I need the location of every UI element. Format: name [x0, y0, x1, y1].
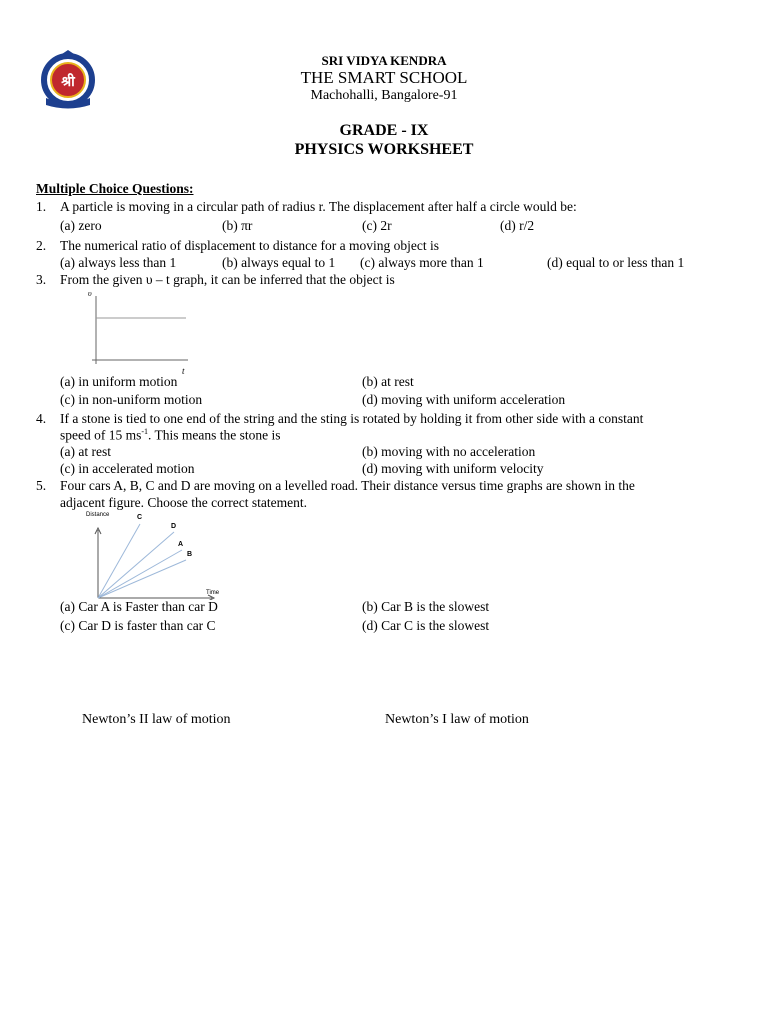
line-label-b: B	[187, 551, 193, 558]
section-title: Multiple Choice Questions:	[36, 181, 194, 196]
option: (a) zero	[60, 218, 102, 233]
option: (a) in uniform motion	[60, 374, 178, 389]
footer-left-text: Newton’s II law of motion	[82, 712, 231, 727]
graph-y-label: Distance	[86, 512, 110, 518]
graph-x-label: t	[182, 366, 185, 376]
question-text: A particle is moving in a circular path of radius r. The displacement after half a circle would be:	[60, 199, 577, 214]
option: (c) in accelerated motion	[60, 461, 195, 476]
distance-time-graph	[82, 508, 222, 600]
option: (d) r/2	[500, 218, 535, 233]
option: (b) always equal to 1	[222, 255, 336, 270]
question-number: 1.	[36, 199, 47, 214]
svg-text:श्री: श्री	[61, 74, 75, 90]
footer-right-text: Newton’s I law of motion	[385, 712, 529, 727]
option: (d) moving with uniform velocity	[362, 461, 544, 476]
option: (b) moving with no acceleration	[362, 444, 536, 459]
option: (c) 2r	[362, 218, 392, 233]
option: (d) equal to or less than 1	[547, 255, 685, 270]
line-label-d: D	[171, 523, 177, 530]
option: (b) πr	[222, 218, 253, 233]
option: (b) at rest	[362, 374, 414, 389]
line-label-a: A	[178, 541, 184, 548]
option: (d) Car C is the slowest	[362, 618, 490, 633]
question-text: If a stone is tied to one end of the string and the sting is rotated by holding it from other side with a constant	[60, 411, 644, 426]
question-number: 3.	[36, 272, 47, 287]
org-name: SRI VIDYA KENDRA	[321, 53, 447, 68]
option: (d) moving with uniform acceleration	[362, 392, 566, 407]
grade-heading: GRADE - IX	[339, 122, 429, 139]
option: (c) always more than 1	[360, 255, 484, 270]
velocity-time-graph	[82, 288, 194, 376]
option: (c) Car D is faster than car C	[60, 618, 216, 633]
graph-y-label: υ	[88, 289, 92, 298]
option: (a) at rest	[60, 444, 111, 459]
option: (a) always less than 1	[60, 255, 177, 270]
question-number: 4.	[36, 411, 47, 426]
question-text: From the given υ – t graph, it can be inferred that the object is	[60, 272, 395, 287]
question-text-continued: speed of 15 $ms^{-1}$. This means the stone is	[60, 427, 281, 443]
worksheet-title: PHYSICS WORKSHEET	[294, 141, 474, 158]
school-name: THE SMART SCHOOL	[300, 68, 468, 87]
question-text: Four cars A, B, C and D are moving on a levelled road. Their distance versus time graphs are shown in the	[60, 478, 635, 493]
graph-x-label: Time	[206, 590, 220, 596]
option: (c) in non-uniform motion	[60, 392, 203, 407]
question-number: 2.	[36, 238, 47, 253]
option: (a) Car A is Faster than car D	[60, 599, 218, 614]
line-label-c: C	[137, 514, 143, 521]
question-number: 5.	[36, 478, 47, 493]
option: (b) Car B is the slowest	[362, 599, 490, 614]
question-text-continued: adjacent figure. Choose the correct statement.	[60, 495, 308, 510]
school-address: Machohalli, Bangalore-91	[310, 88, 458, 103]
question-text: The numerical ratio of displacement to distance for a moving object is	[60, 238, 440, 253]
